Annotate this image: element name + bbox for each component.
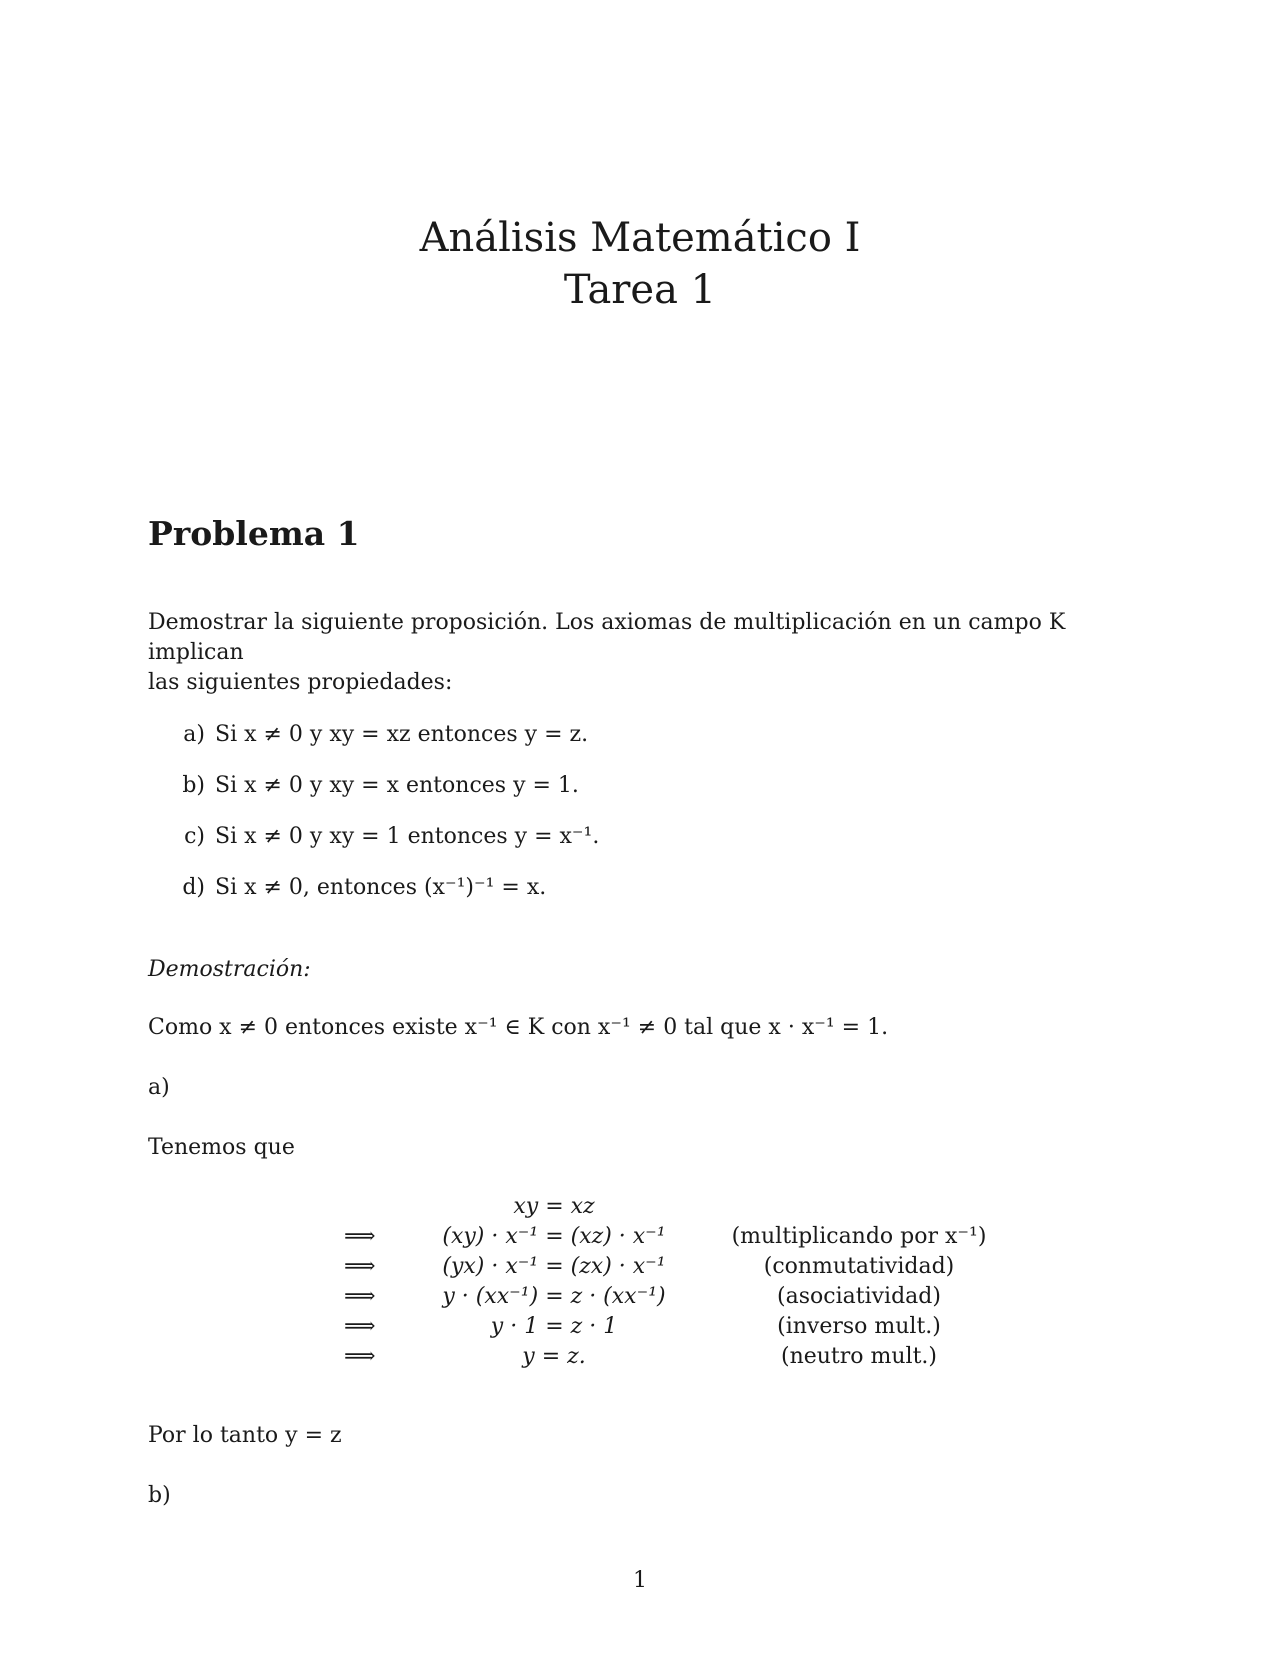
part-a-conclusion: Por lo tanto y = z (148, 1423, 342, 1448)
equation-expression: y = z. (522, 1344, 586, 1369)
document-title (0, 212, 1280, 316)
part-a-label: a) (148, 1075, 170, 1100)
implies-symbol: ⟹ (344, 1314, 376, 1339)
list-item-text: Si x ≠ 0 y xy = x entonces y = 1. (215, 773, 579, 798)
list-item (165, 822, 599, 873)
equation-row (320, 1192, 989, 1222)
proof-label: Demostración: (148, 957, 311, 982)
problem-statement (148, 608, 1138, 698)
equation-expression: (yx) · x⁻¹ = (zx) · x⁻¹ (442, 1254, 666, 1279)
equation-expression: y · (xx⁻¹) = z · (xx⁻¹) (442, 1284, 666, 1309)
implies-symbol (320, 1192, 409, 1222)
equation-row (320, 1252, 989, 1282)
list-item-text: Si x ≠ 0 y xy = 1 entonces y = x⁻¹. (215, 824, 600, 849)
problem-heading: Problema 1 (148, 514, 360, 553)
page-number: 1 (633, 1568, 647, 1593)
list-item (165, 873, 599, 924)
equation-row (320, 1312, 989, 1342)
equation-array (320, 1192, 989, 1372)
list-item-text: Si x ≠ 0, entonces (x⁻¹)⁻¹ = x. (215, 875, 547, 900)
implies-symbol: ⟹ (344, 1254, 376, 1279)
list-item-label: d) (182, 875, 205, 900)
list-item-label: b) (182, 773, 205, 798)
equation-row (320, 1342, 989, 1372)
title-assignment: Tarea 1 (563, 267, 717, 313)
equation-justification: (inverso mult.) (777, 1314, 941, 1339)
equation-justification: (asociatividad) (777, 1284, 941, 1309)
implies-symbol: ⟹ (344, 1284, 376, 1309)
list-item-label: c) (184, 824, 205, 849)
equation-expression: (xy) · x⁻¹ = (xz) · x⁻¹ (442, 1224, 666, 1249)
equation-row (320, 1222, 989, 1252)
properties-list (165, 720, 599, 924)
equation-justification: (multiplicando por x⁻¹) (731, 1224, 987, 1249)
equation-expression: y · 1 = z · 1 (490, 1314, 618, 1339)
implies-symbol: ⟹ (344, 1344, 376, 1369)
list-item (165, 720, 599, 771)
list-item-text: Si x ≠ 0 y xy = xz entonces y = z. (215, 722, 589, 747)
list-item (165, 771, 599, 822)
problem-statement-line-1: Demostrar la siguiente proposición. Los axiomas de multiplicación en un campo K implican (148, 610, 1066, 665)
part-b-label: b) (148, 1483, 171, 1508)
title-course: Análisis Matemático I (419, 215, 861, 261)
equation-justification: (neutro mult.) (780, 1344, 938, 1369)
list-item-label: a) (183, 722, 205, 747)
equation-justification (699, 1192, 989, 1222)
equation-justification: (conmutatividad) (763, 1254, 955, 1279)
problem-statement-line-2: las siguientes propiedades: (148, 670, 453, 695)
equation-row (320, 1282, 989, 1312)
implies-symbol: ⟹ (344, 1224, 376, 1249)
proof-premise: Como x ≠ 0 entonces existe x⁻¹ ∈ K con x⁻¹ ≠ 0 tal que x · x⁻¹ = 1. (148, 1015, 889, 1040)
part-a-intro: Tenemos que (148, 1135, 295, 1160)
equation-expression: xy = xz (513, 1194, 595, 1219)
